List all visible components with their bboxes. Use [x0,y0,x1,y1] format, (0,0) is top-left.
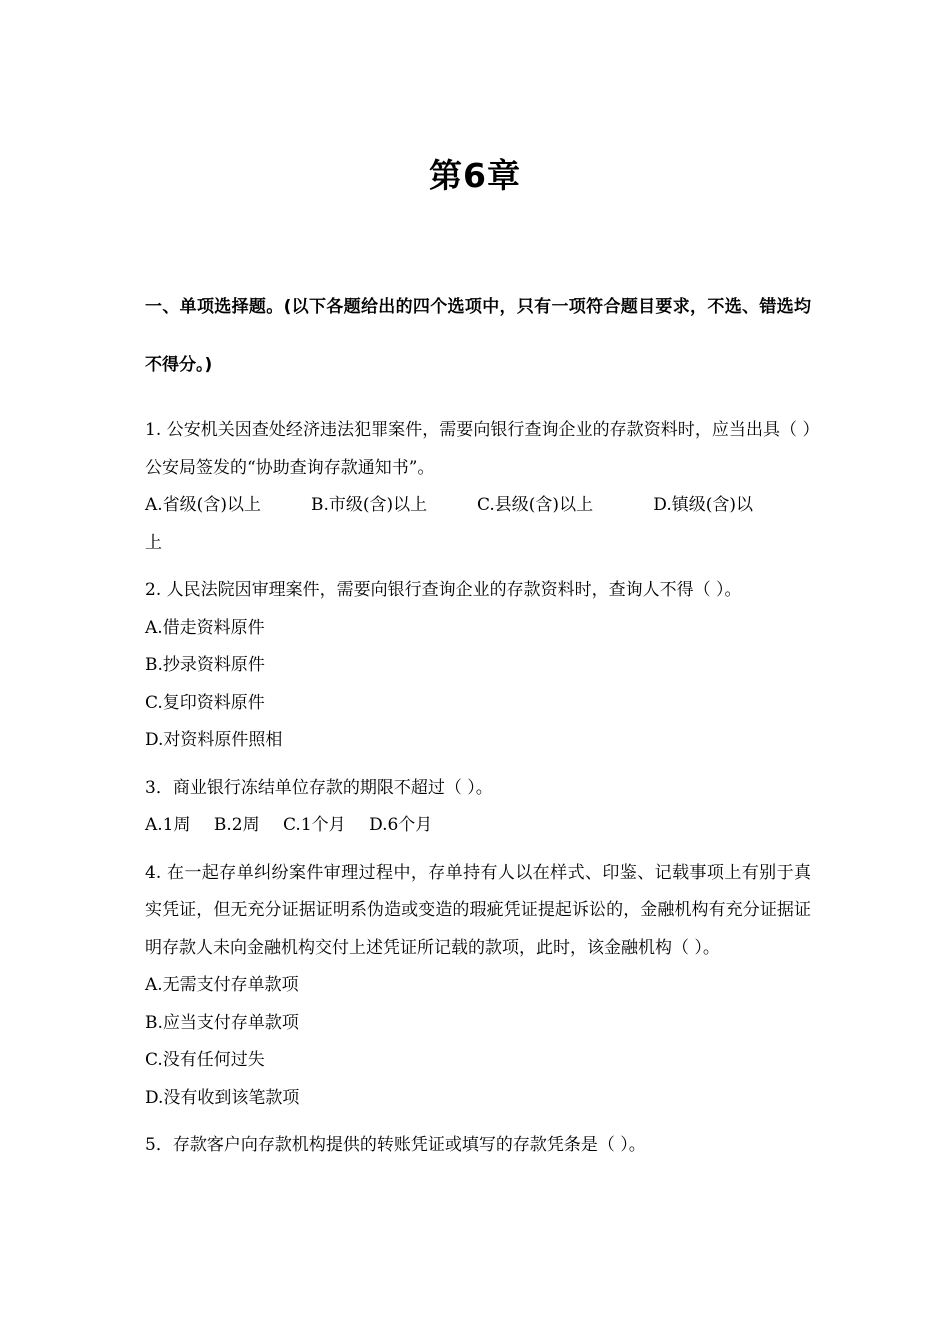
question-stem: 4. 在一起存单纠纷案件审理过程中，存单持有人以在样式、印鉴、记载事项上有别于真实凭证，但无充分证据证明系伪造或变造的瑕疵凭证提起诉讼的，金融机构有充分证据证明存款人未向金融机构交付上述凭证所记载的款项，此时，该金融机构（ ）。 [145,862,811,958]
question-1 [145,412,811,562]
question-list [145,412,811,1165]
question-5 [145,1127,811,1165]
section-heading: 一、单项选择题。(以下各题给出的四个选项中，只有一项符合题目要求，不选、错选均不得分。) [145,297,811,375]
option-d-wrap: 上 [145,532,162,553]
option-c: C.没有任何过失 [145,1050,265,1070]
question-stem: 2. 人民法院因审理案件，需要向银行查询企业的存款资料时，查询人不得（ ）。 [145,580,742,600]
option-c: C.复印资料原件 [145,692,265,713]
option-a: A.省级(含)以上 [145,495,261,515]
question-options [145,967,811,1117]
option-d: D.6个月 [369,815,433,835]
question-stem: 3．商业银行冻结单位存款的期限不超过（ ）。 [145,777,493,798]
option-d: D.没有收到该笔款项 [145,1087,300,1108]
option-b: B.市级(含)以上 [311,495,428,515]
question-options [145,807,811,845]
question-options [145,487,811,562]
option-b: B.2周 [213,815,260,835]
option-d: D.镇级(含)以 [653,495,753,515]
option-c: C.1个月 [283,815,346,835]
question-stem: 5．存款客户向存款机构提供的转账凭证或填写的存款凭条是（ ）。 [145,1135,646,1155]
option-a: A.1周 [145,815,191,835]
option-b: B.应当支付存单款项 [145,1012,299,1033]
option-d: D.对资料原件照相 [145,730,283,750]
question-stem: 1. 公安机关因查处经济违法犯罪案件，需要向银行查询企业的存款资料时，应当出具（ ）公安局签发的“协助查询存款通知书”。 [145,420,811,478]
question-3 [145,770,811,845]
option-c: C.县级(含)以上 [477,495,594,515]
option-b: B.抄录资料原件 [145,655,265,675]
option-a: A.无需支付存单款项 [145,975,299,995]
question-options [145,610,811,760]
option-a: A.借走资料原件 [145,617,265,638]
question-4 [145,855,811,1118]
question-2 [145,572,811,760]
chapter-title: 第6章 [429,156,521,195]
